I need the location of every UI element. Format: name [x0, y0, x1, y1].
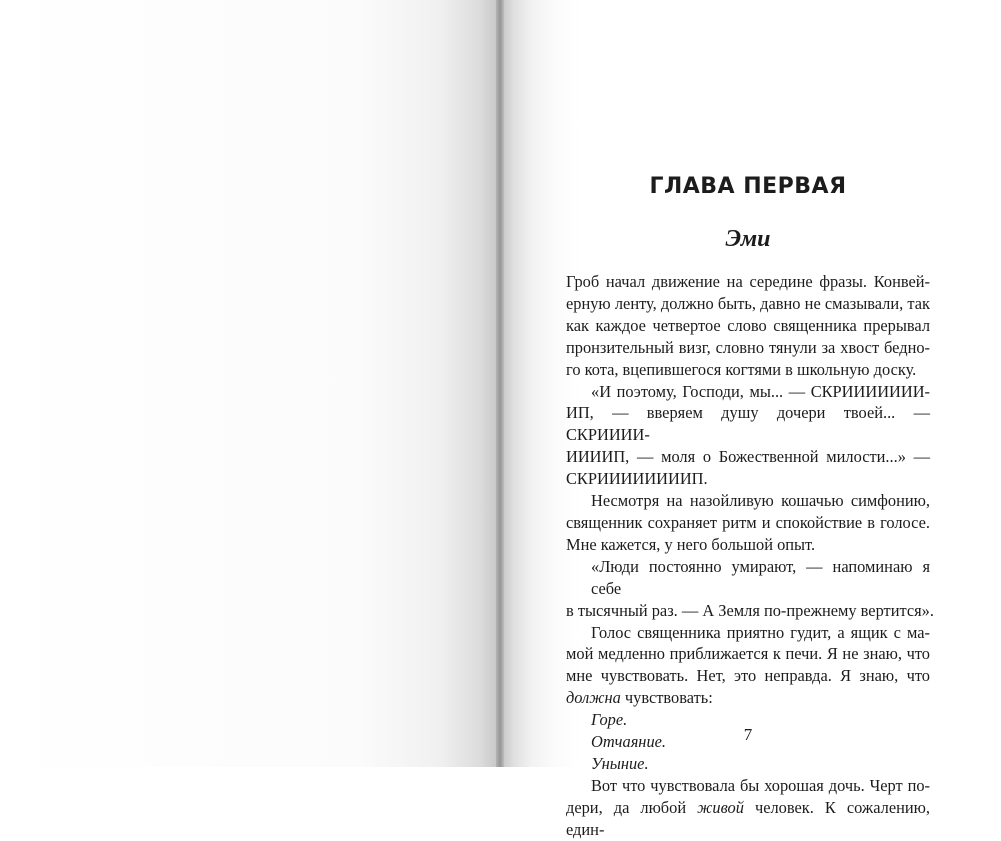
- line-text: ИИИИП, — моля о Божественной милости...» —: [566, 447, 930, 467]
- line-text: «И поэтому, Господи, мы... — СКРИИИИИИИ-: [591, 381, 930, 401]
- text-line: [566, 337, 930, 359]
- text-line: [566, 797, 930, 841]
- page-number: 7: [743, 725, 753, 744]
- line-text: как каждое четвертое слово священника прерывал: [566, 315, 930, 335]
- text-line: [566, 622, 930, 644]
- line-text: пронзительный визг, словно тянули за хвост бедно-: [566, 337, 930, 357]
- text-line: [566, 359, 930, 381]
- line-text: «Люди постоянно умирают, — напоминаю я себе: [591, 556, 930, 598]
- text-line: [566, 271, 930, 293]
- text-line: [566, 315, 930, 337]
- text-line: [566, 753, 930, 775]
- emphasis-text: живой: [697, 797, 744, 817]
- text-line: [566, 490, 930, 512]
- text-line: [566, 402, 930, 446]
- line-text: в тысячный раз. — А Земля по-прежнему вертится».: [566, 600, 934, 620]
- chapter-subtitle: Эми: [725, 226, 771, 252]
- text-line: [566, 534, 930, 556]
- line-text: дери, да любой: [566, 797, 698, 817]
- emphasis-text: Отчаяние.: [591, 732, 667, 752]
- text-line: [566, 446, 930, 468]
- text-line: [566, 512, 930, 534]
- line-text: СКРИИИИИИИИП.: [566, 469, 708, 489]
- line-text: Мне кажется, у него большой опыт.: [566, 534, 816, 554]
- text-line: [566, 643, 930, 665]
- line-text: священник сохраняет ритм и спокойствие в голосе.: [566, 512, 930, 532]
- emphasis-text: должна: [566, 688, 621, 708]
- book-gutter: [496, 0, 504, 767]
- text-line: [566, 687, 930, 709]
- line-text: ИП, — вверяем душу дочери твоей... — СКРИИИИ-: [566, 403, 930, 445]
- line-text: ерную ленту, должно быть, давно не смазывали, так: [566, 293, 930, 313]
- line-text: Несмотря на назойливую кошачью симфонию,: [591, 491, 930, 511]
- text-line: [566, 556, 930, 600]
- emphasis-text: Горе.: [591, 710, 628, 730]
- left-page-blank: [0, 0, 500, 767]
- emphasis-text: Уныние.: [591, 753, 649, 773]
- line-text: человек. К сожалению, един-: [566, 797, 930, 839]
- text-line: [566, 775, 930, 797]
- line-text: мне чувствовать. Нет, это неправда. Я знаю, что: [566, 666, 930, 686]
- line-text: чувствовать:: [620, 688, 713, 708]
- text-line: [566, 293, 930, 315]
- line-text: Вот что чувствовала бы хорошая дочь. Черт по-: [591, 775, 930, 795]
- text-line: [566, 665, 930, 687]
- line-text: го кота, вцепившегося когтями в школьную доску.: [566, 359, 917, 379]
- body-text: [566, 271, 934, 841]
- line-text: мой медленно приближается к печи. Я не знаю, что: [566, 644, 930, 664]
- chapter-title: ГЛАВА ПЕРВАЯ: [649, 174, 847, 199]
- text-line: [566, 600, 934, 622]
- line-text: Голос священника приятно гудит, а ящик с ма-: [591, 622, 930, 642]
- text-line: [566, 381, 930, 403]
- line-text: Гроб начал движение на середине фразы. Конвей-: [566, 272, 930, 291]
- text-line: [566, 468, 930, 490]
